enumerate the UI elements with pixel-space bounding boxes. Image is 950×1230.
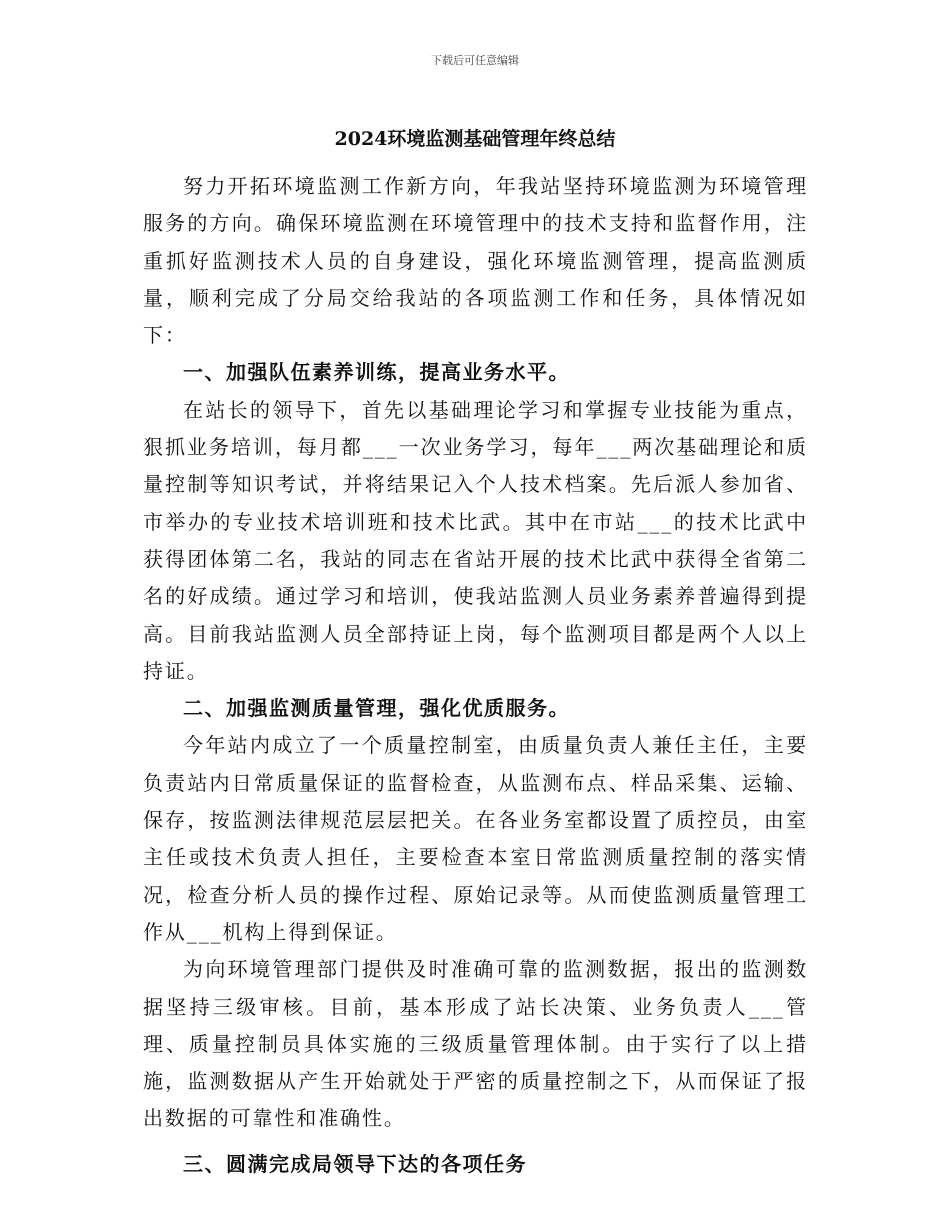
header-note: 下载后可任意编辑 xyxy=(431,54,519,67)
section-2-paragraph-2: 为向环境管理部门提供及时准确可靠的监测数据，报出的监测数据坚持三级审核。目前，基本形成了站长决策、业务负责人___管理、质量控制员具体实施的三级质量管理体制。由于实行了以上措施，监测数据从产生开始就处于严密的质量控制之下，从而保证了报出数据的可靠性和准确性。 xyxy=(143,957,808,1131)
document-body xyxy=(143,168,808,1183)
section-2-paragraph-1: 今年站内成立了一个质量控制室，由质量负责人兼任主任，主要负责站内日常质量保证的监督检查，从监测布点、样品采集、运输、保存，按监测法律规范层层把关。在各业务室都设置了质控员，由室主任或技术负责人担任，主要检查本室日常监测质量控制的落实情况，检查分析人员的操作过程、原始记录等。从而使监测质量管理工作从___机构上得到保证。 xyxy=(143,733,808,944)
document-title: 2024环境监测基础管理年终总结 xyxy=(334,128,616,150)
section-1-paragraph-1: 在站长的领导下，首先以基础理论学习和掌握专业技能为重点，狠抓业务培训，每月都___一次业务学习，每年___两次基础理论和质量控制等知识考试，并将结果记入个人技术档案。先后派人参加省、市举办的专业技术培训班和技术比武。其中在市站___的技术比武中获得团体第二名，我站的同志在省站开展的技术比武中获得全省第二名的好成绩。通过学习和培训，使我站监测人员业务素养普遍得到提高。目前我站监测人员全部持证上岗，每个监测项目都是两个人以上持证。 xyxy=(143,397,808,683)
section-1-heading: 一、加强队伍素养训练，提高业务水平。 xyxy=(183,360,570,385)
section-3-heading: 三、圆满完成局领导下达的各项任务 xyxy=(183,1151,527,1176)
section-2-heading: 二、加强监测质量管理，强化优质服务。 xyxy=(183,696,570,721)
intro-paragraph: 努力开拓环境监测工作新方向，年我站坚持环境监测为环境管理服务的方向。确保环境监测在环境管理中的技术支持和监督作用，注重抓好监测技术人员的自身建设，强化环境监测管理，提高监测质量，顺利完成了分局交给我站的各项监测工作和任务，具体情况如下： xyxy=(143,174,808,348)
